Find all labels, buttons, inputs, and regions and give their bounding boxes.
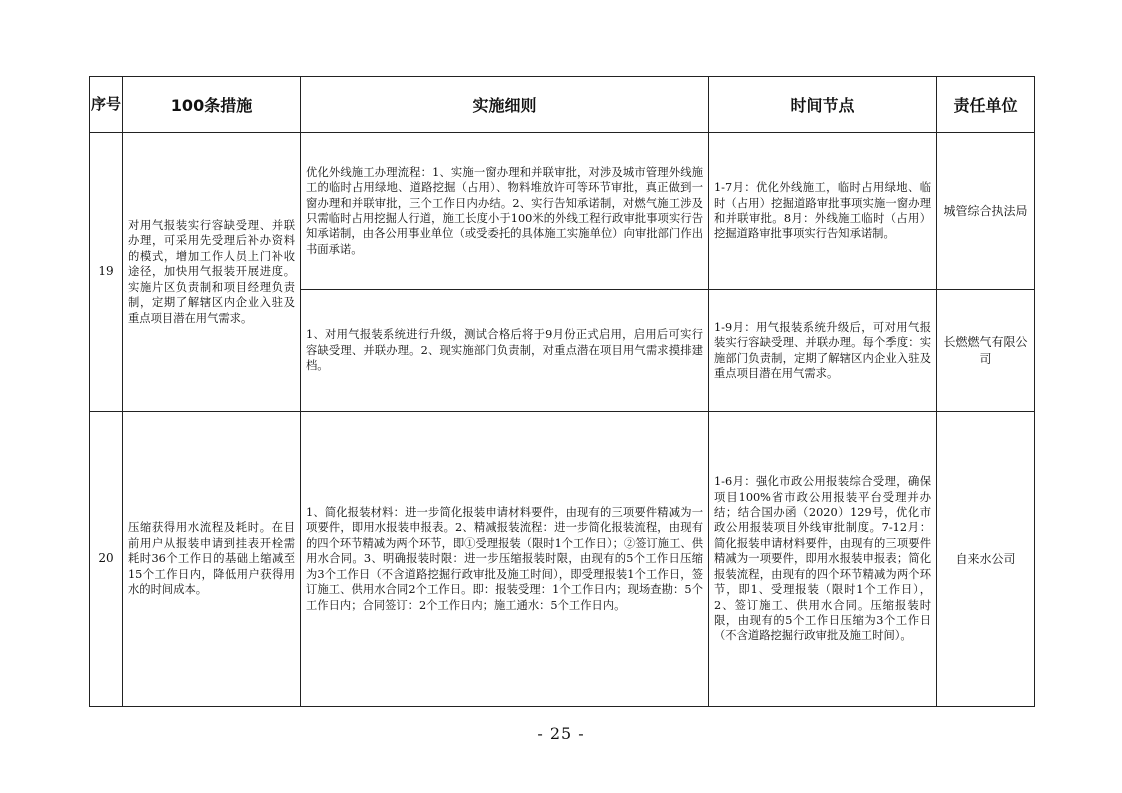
row-20-unit-text: 自来水公司: [955, 551, 1016, 566]
row-19-a-unit: [937, 133, 1035, 290]
row-19-seq: 19: [90, 133, 123, 412]
row-20-seq: 20: [90, 412, 123, 707]
header-seq: 序号: [90, 77, 123, 133]
measures-table: [89, 76, 1035, 707]
row-19-b-timeline: [709, 290, 937, 412]
row-19-b-rules: [301, 290, 709, 412]
table-row-19-a: [90, 133, 1035, 290]
page-number: - 25 -: [537, 724, 585, 743]
row-19-a-timeline-text: 1-7月：优化外线施工，临时占用绿地、临时（占用）挖掘道路审批事项实施一窗办理和并联审批。8月：外线施工临时（占用）挖掘道路审批事项实行告知承诺制。: [714, 181, 931, 241]
row-20-timeline: [709, 412, 937, 707]
row-20-unit: [937, 412, 1035, 707]
row-19-b-unit-text: 长燃燃气有限公司: [943, 334, 1028, 366]
header-measure: 100条措施: [123, 77, 301, 133]
row-19-measure: [123, 133, 301, 412]
row-19-b-unit: [937, 290, 1035, 412]
row-20-rules-text: 1、简化报装材料：进一步简化报装申请材料要件，由现有的三项要件精减为一项要件，即用水报装申报表。2、精减报装流程：进一步简化报装流程，由现有的四个环节精减为两个环节，即①受理报装（限时1个工作日）；②签订施工、供用水合同。3、明确报装时限：进一步压缩报装时限，由现有的5个工作日压缩为3个工作日（不含道路挖掘行政审批及施工时间），即受理报装1个工作日，签订施工、供用水合同2个工作日。即：报装受理：1个工作日内；现场查勘：5个工作日内；合同签订：2个工作日内；施工通水：5个工作日内。: [306, 506, 703, 612]
table-row-20: [90, 412, 1035, 707]
row-19-b-timeline-text: 1-9月：用气报装系统升级后，可对用气报装实行容缺受理、并联办理。每个季度：实施部门负责制，定期了解辖区内企业入驻及重点项目潜在用气需求。: [714, 320, 931, 380]
row-20-timeline-text: 1-6月：强化市政公用报装综合受理，确保项目100%省市政公用报装平台受理并办结；结合国办函（2020）129号，优化市政公用报装项目外线审批制度。7-12月：简化报装申请材料要件，由现有的三项要件精减为一项要件，即用水报装申报表；简化报装流程，由现有的四个环节精减为两个环节，即1、受理报装（限时1个工作日），2、签订施工、供用水合同。压缩报装时限，由现有的5个工作日压缩为3个工作日（不含道路挖掘行政审批及施工时间）。: [714, 475, 931, 643]
header-rules: 实施细则: [301, 77, 709, 133]
row-19-a-unit-text: 城管综合执法局: [943, 203, 1028, 218]
row-19-a-timeline: [709, 133, 937, 290]
row-19-b-rules-text: 1、对用气报装系统进行升级，测试合格后将于9月份正式启用，启用后可实行容缺受理、并联办理。2、现实施部门负责制，对重点潜在项目用气需求摸排建档。: [306, 328, 703, 373]
row-19-a-rules-text: 优化外线施工办理流程：1、实施一窗办理和并联审批，对涉及城市管理外线施工的临时占用绿地、道路挖掘（占用）、物料堆放许可等环节审批，真正做到一窗办理和并联审批，三个工作日内办结。2、实行告知承诺制，对燃气施工涉及只需临时占用挖掘人行道，施工长度小于100米的外线工程行政审批事项实行告知承诺制，由各公用事业单位（或受委托的具体施工实施单位）向审批部门作出书面承诺。: [306, 165, 703, 256]
row-19-a-rules: [301, 133, 709, 290]
row-19-measure-text: 对用气报装实行容缺受理、并联办理，可采用先受理后补办资料的模式，增加工作人员上门补收途径，加快用气报装开展进度。实施片区负责制和项目经理负责制，定期了解辖区内企业入驻及重点项目潜在用气需求。: [128, 219, 295, 325]
row-20-measure-text: 压缩获得用水流程及耗时。在目前用户从报装申请到挂表开栓需耗时36个工作日的基础上缩减至15个工作日内，降低用户获得用水的时间成本。: [128, 521, 295, 597]
row-20-rules: [301, 412, 709, 707]
header-timeline: 时间节点: [709, 77, 937, 133]
header-unit: 责任单位: [937, 77, 1035, 133]
table-header-row: [90, 77, 1035, 133]
row-20-measure: [123, 412, 301, 707]
